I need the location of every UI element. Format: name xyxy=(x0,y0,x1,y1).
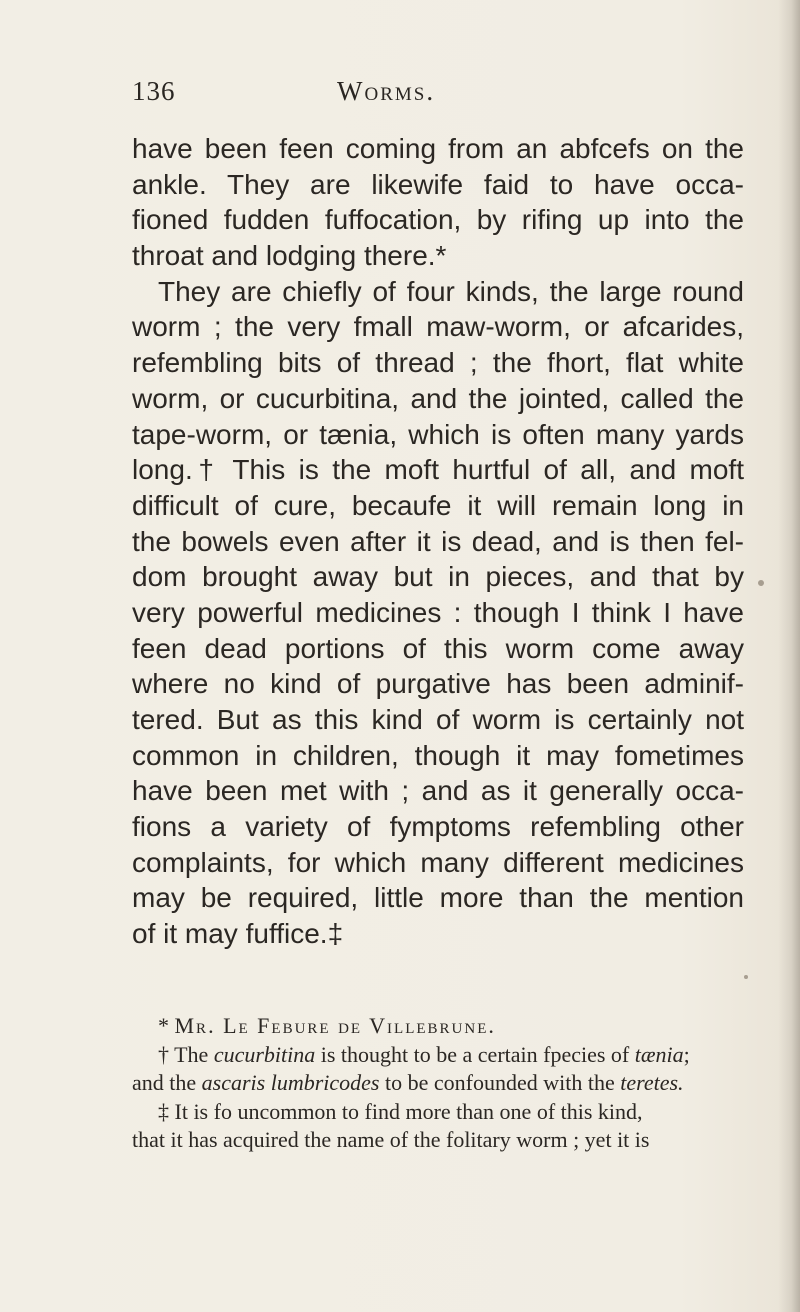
footnote-term: teretes. xyxy=(620,1070,684,1095)
text-line: refembling bits of thread ; the fhort, flat white xyxy=(132,347,744,379)
text-line: difficult of cure, becaufe it will remain long in xyxy=(132,489,744,521)
footnote-marker: * xyxy=(158,1013,169,1038)
text-line: common in children, though it may fometimes xyxy=(132,739,744,771)
text-line: fions a variety of fymptoms refembling other xyxy=(132,811,744,843)
text-line: fioned fudden fuffocation, by rifing up into the xyxy=(132,204,744,236)
text-line: have been feen coming from an abfcefs on the xyxy=(132,133,744,164)
paper-speck xyxy=(744,975,748,979)
text-line: throat and lodging there.* xyxy=(132,240,447,272)
footnote-punct: ; xyxy=(683,1041,690,1067)
page-edge-shadow xyxy=(778,0,800,1312)
text-line: feen dead portions of this worm come away xyxy=(132,632,744,664)
text-line: worm, or cucurbitina, and the jointed, called the xyxy=(132,382,744,414)
footnote-2 xyxy=(132,1041,752,1070)
text-line: very powerful medicines : though I think I have xyxy=(132,596,744,628)
page-header xyxy=(132,76,740,110)
text-line: They are chiefly of four kinds, the large round xyxy=(158,275,744,307)
text-line: have been met with ; and as it generally occa- xyxy=(132,775,744,807)
text-line: worm ; the very fmall maw-worm, or afcarides, xyxy=(132,311,744,343)
footnote-term: ascaris lumbricodes xyxy=(201,1070,380,1095)
text-line: where no kind of purgative has been adminif- xyxy=(132,668,744,700)
body-text xyxy=(132,131,744,952)
footnote-text: and the xyxy=(132,1070,197,1095)
footnote-marker: ‡ xyxy=(158,1098,169,1124)
text-line: complaints, for which many different medicines xyxy=(132,846,744,878)
text-line: tered. But as this kind of worm is certainly not xyxy=(132,704,744,735)
text-line: of it may fuffice.‡ xyxy=(132,918,344,950)
paper-speck xyxy=(758,580,764,586)
footnote-text: is thought to be a certain fpecies of xyxy=(320,1041,630,1067)
text-line: dom brought away but in pieces, and that by xyxy=(132,561,744,593)
text-line: long.† This is the moft hurtful of all, and moft xyxy=(132,454,744,486)
footnote-text: The xyxy=(174,1041,209,1067)
footnote-text: to be confounded with the xyxy=(384,1070,615,1095)
running-head: Worms. xyxy=(337,76,436,106)
footnote-3-continued xyxy=(132,1126,752,1155)
text-line: the bowels even after it is dead, and is then fel- xyxy=(132,525,744,557)
footnote-2-continued xyxy=(132,1069,752,1098)
footnote-text: Mr. Le Febure de Villebrune. xyxy=(174,1013,496,1038)
footnote-marker: † xyxy=(158,1041,169,1067)
footnote-3 xyxy=(132,1098,752,1127)
footnote-text: It is fo uncommon to find more than one of this kind, xyxy=(174,1098,643,1124)
text-line: may be required, little more than the mention xyxy=(132,882,744,914)
footnote-term: tænia xyxy=(634,1041,684,1067)
footnote-1 xyxy=(132,1012,752,1041)
page-number: 136 xyxy=(132,76,176,106)
text-line: ankle. They are likewife faid to have occa- xyxy=(132,168,744,200)
footnotes xyxy=(132,1012,752,1155)
footnote-text: that it has acquired the name of the folitary worm ; yet it is xyxy=(132,1127,650,1152)
footnote-term: cucurbitina xyxy=(213,1041,316,1067)
text-line: tape-worm, or tænia, which is often many yards xyxy=(132,418,744,450)
